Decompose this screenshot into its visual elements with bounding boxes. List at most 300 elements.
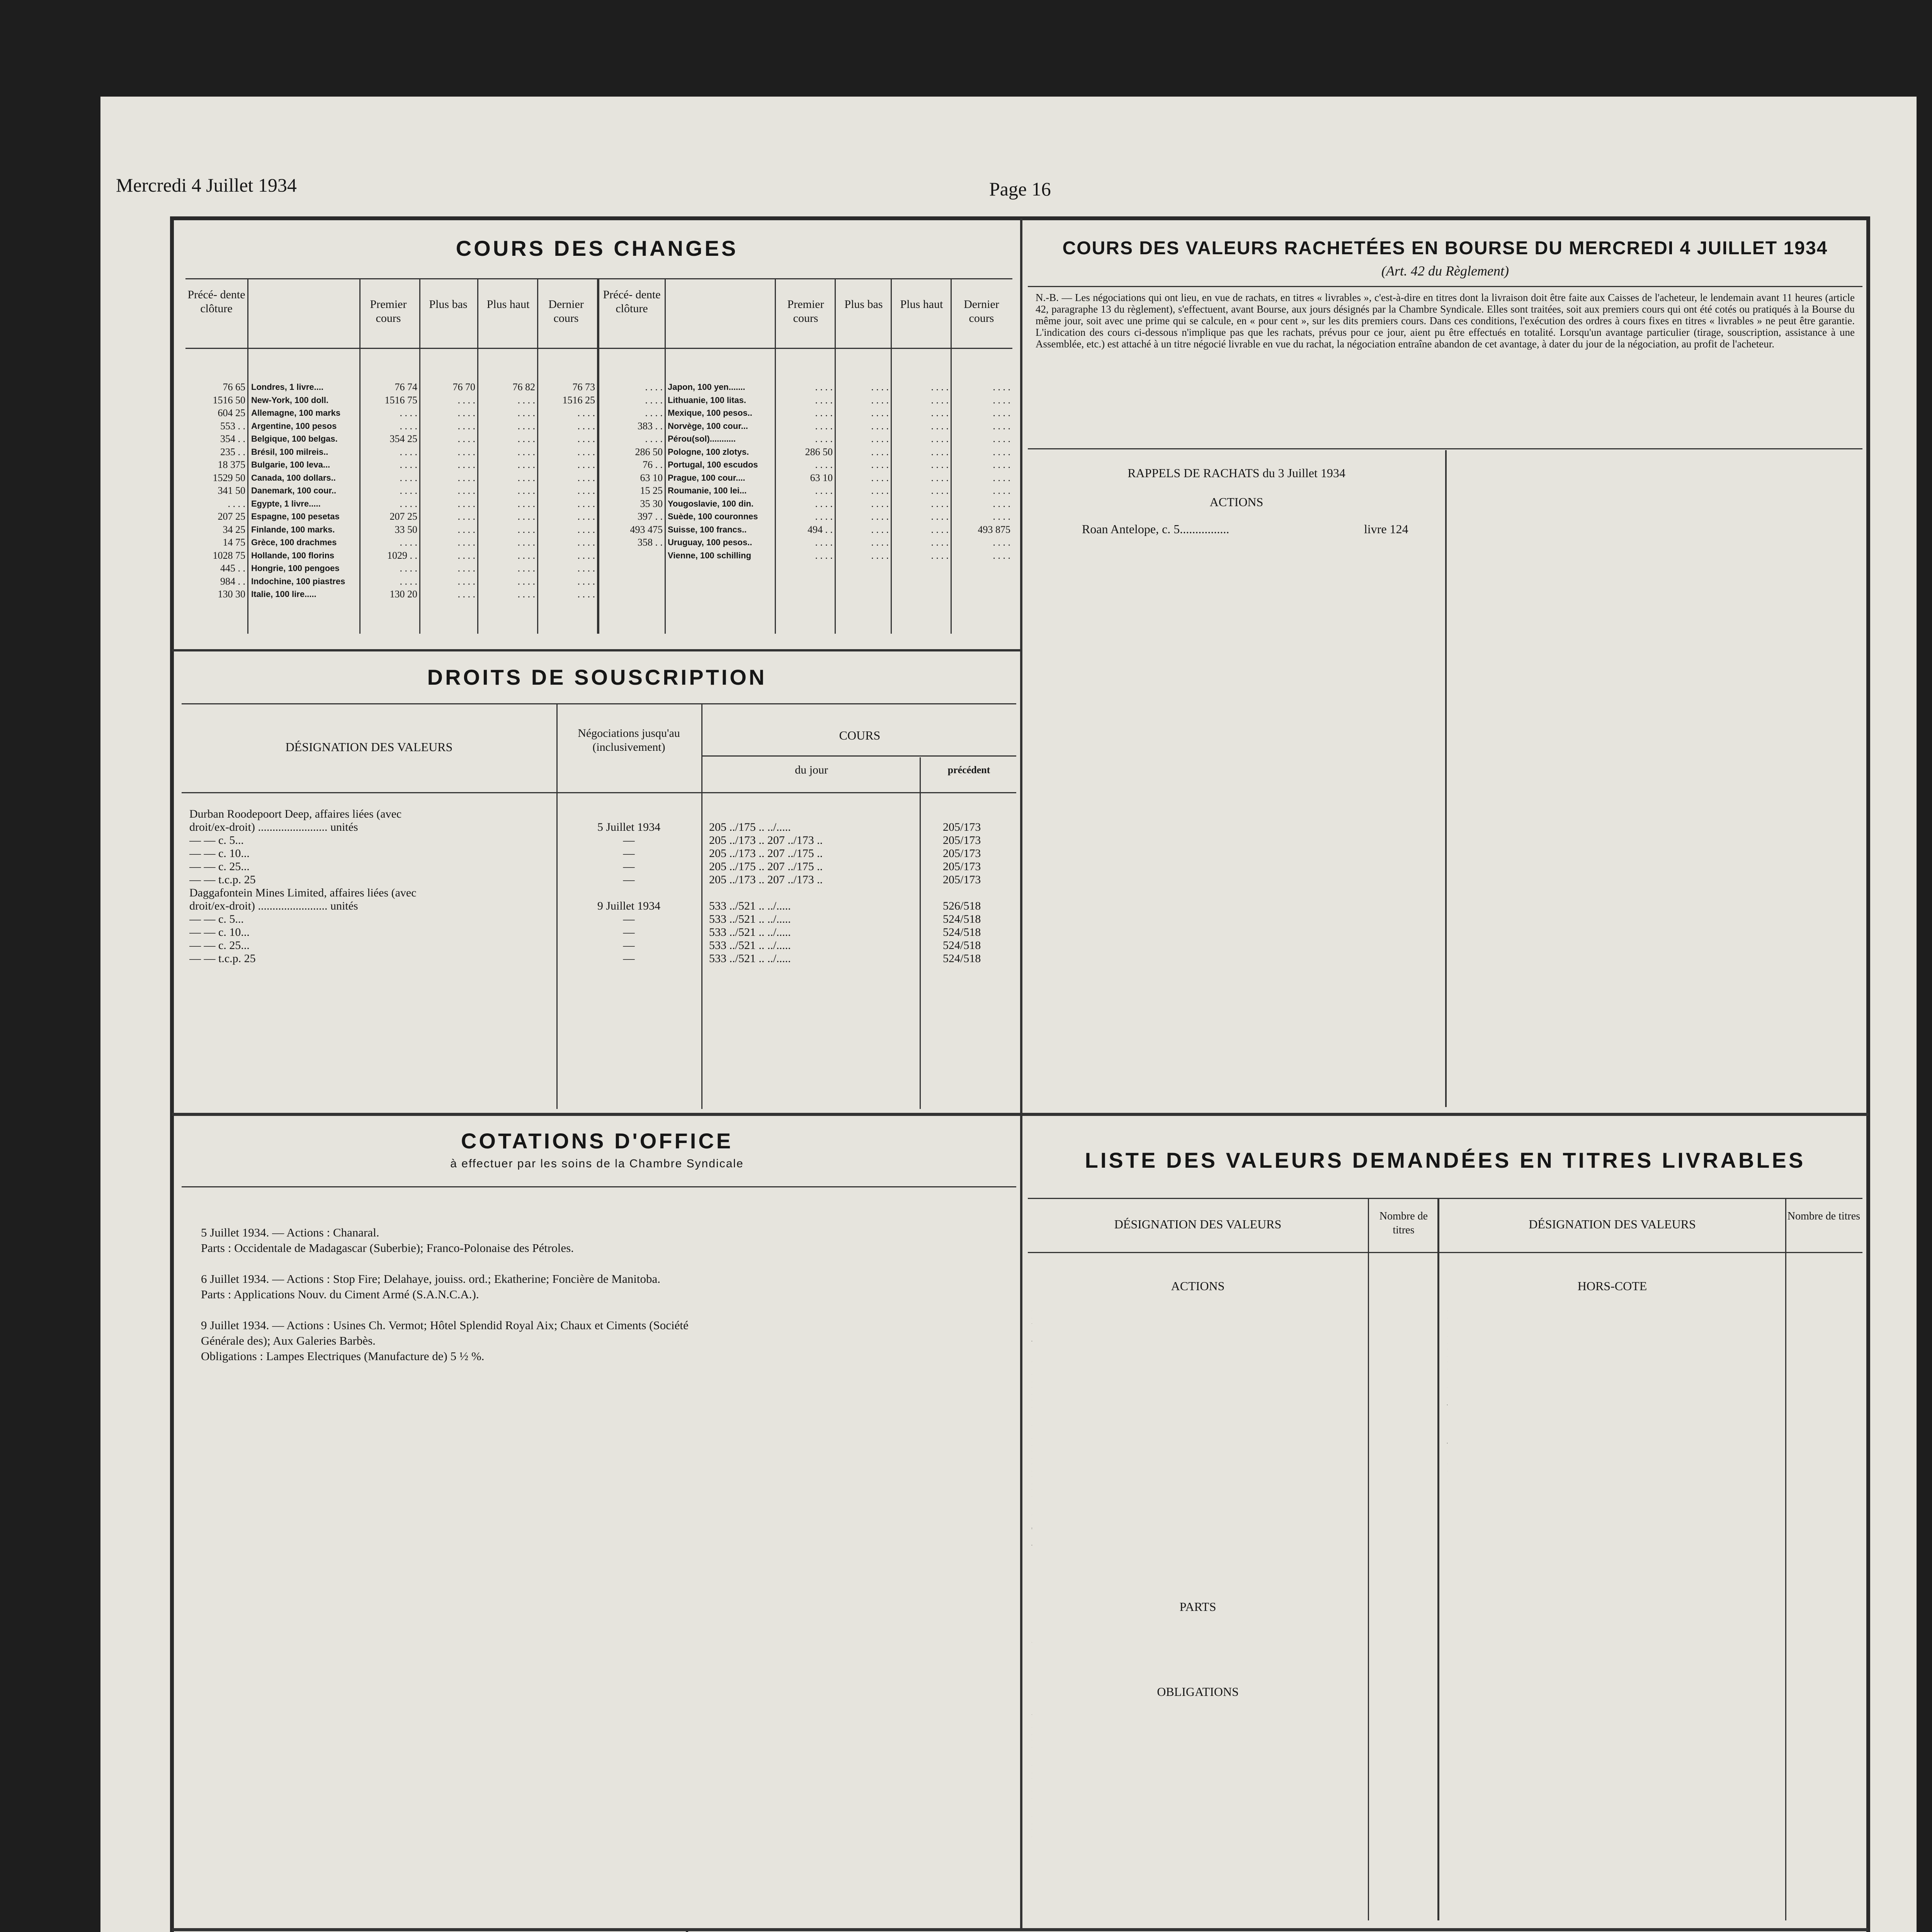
changes-right-low bbox=[837, 381, 889, 562]
list-item: . . . . bbox=[457, 575, 475, 587]
list-item: . . . . bbox=[517, 407, 535, 418]
col-sep bbox=[665, 278, 666, 634]
list-item: 35 30 bbox=[640, 498, 663, 509]
changes-header-prev: Précé- dente clôture bbox=[187, 288, 245, 315]
list-item: 205 ../173 .. 207 ../173 .. bbox=[709, 834, 823, 847]
livrables-header-designation: DÉSIGNATION DES VALEURS bbox=[1114, 1217, 1282, 1231]
droits-jour bbox=[709, 808, 918, 965]
changes-header-last: Dernier cours bbox=[548, 298, 584, 325]
list-item: . . . . bbox=[815, 549, 833, 561]
list-item: . . . . bbox=[931, 524, 949, 535]
list-item: . . . . bbox=[993, 511, 1010, 522]
list-item: . . . . bbox=[400, 537, 417, 548]
list-item: . . . . bbox=[931, 511, 949, 522]
col-sep bbox=[775, 278, 776, 634]
list-item: 1516 50 bbox=[213, 394, 245, 406]
list-item: . . . . bbox=[993, 472, 1010, 483]
list-item: . . . . bbox=[931, 549, 949, 561]
list-item: . . . . bbox=[457, 459, 475, 470]
list-item: . . . . bbox=[400, 563, 417, 574]
list-item: . . . . bbox=[517, 433, 535, 444]
list-item: . . . . bbox=[815, 433, 833, 444]
col-sep bbox=[556, 703, 558, 1109]
list-item: . . . . bbox=[577, 485, 595, 496]
list-item: Parts : Occidentale de Madagascar (Suberbie); Franco-Polonaise des Pétroles. bbox=[201, 1241, 574, 1255]
list-item bbox=[943, 808, 1014, 821]
list-item: 205/173 bbox=[943, 834, 981, 847]
list-item: 235 . . bbox=[220, 446, 245, 457]
list-item: . . . . bbox=[815, 511, 833, 522]
list-item: 354 25 bbox=[389, 433, 417, 444]
changes-left-high bbox=[479, 381, 535, 601]
list-item: . . . . bbox=[871, 433, 889, 444]
list-item: . . . . bbox=[400, 407, 417, 418]
changes-title: COURS DES CHANGES bbox=[456, 236, 738, 260]
changes-header-prev: Précé- dente clôture bbox=[603, 288, 661, 315]
list-item: . . . . bbox=[871, 446, 889, 457]
changes-right-last bbox=[952, 381, 1010, 562]
column-divider bbox=[686, 1930, 688, 1932]
changes-header-first: Premier cours bbox=[787, 298, 824, 325]
list-item: 1529 50 bbox=[213, 472, 245, 483]
droits-header-nego: Négociations jusqu'au (inclusivement) bbox=[578, 727, 680, 753]
list-item: . . . . bbox=[871, 472, 889, 483]
list-item: 14 75 bbox=[223, 537, 245, 548]
col-sep bbox=[701, 703, 702, 1109]
list-item: . . . . bbox=[993, 381, 1010, 393]
list-item: 205/173 bbox=[943, 873, 981, 886]
list-item: 205 ../175 .. 207 ../175 .. bbox=[709, 860, 823, 873]
list-item: 76 82 bbox=[512, 381, 535, 393]
list-item: . . . . bbox=[993, 459, 1010, 470]
col-sep bbox=[359, 278, 361, 634]
livrables-header-nombre: Nombre de titres bbox=[1787, 1210, 1861, 1222]
list-item: . . . . bbox=[517, 420, 535, 432]
list-item: 604 25 bbox=[218, 407, 245, 418]
changes-header-high: Plus haut bbox=[486, 298, 530, 311]
list-item: . . . . bbox=[457, 407, 475, 418]
list-item: 63 10 bbox=[810, 472, 833, 483]
changes-header-first: Premier cours bbox=[370, 298, 407, 325]
list-item: Yougoslavie, 100 din. bbox=[668, 498, 754, 509]
list-item: — — c. 5... bbox=[189, 834, 244, 847]
list-item: 494 . . bbox=[808, 524, 833, 535]
list-item: 1516 25 bbox=[562, 394, 595, 406]
col-sep bbox=[419, 278, 420, 634]
list-item: . . . . bbox=[457, 524, 475, 535]
page-header bbox=[116, 174, 1870, 201]
list-item: — bbox=[623, 913, 635, 925]
col-sep bbox=[951, 278, 952, 634]
col-sep bbox=[477, 278, 478, 634]
list-item: 205/173 bbox=[943, 860, 981, 873]
changes-header-low: Plus bas bbox=[429, 298, 468, 311]
list-item: . . . . bbox=[577, 407, 595, 418]
list-item: 354 . . bbox=[220, 433, 245, 444]
col-sep bbox=[1445, 450, 1447, 1107]
list-item: — — t.c.p. 25 bbox=[189, 952, 256, 965]
list-item: . . . . bbox=[993, 433, 1010, 444]
list-item: . . . . bbox=[645, 433, 663, 444]
list-item: 533 ../521 .. ../..... bbox=[709, 939, 791, 952]
list-item: . . . . bbox=[815, 407, 833, 418]
list-item: . . . . bbox=[871, 524, 889, 535]
rule bbox=[182, 703, 1016, 704]
droits-header-designation: DÉSIGNATION DES VALEURS bbox=[285, 740, 453, 754]
office-subtitle: à effectuer par les soins de la Chambre Syndicale bbox=[450, 1157, 744, 1170]
livrables-oblig-label: OBLIGATIONS bbox=[1157, 1685, 1239, 1699]
list-item bbox=[201, 1302, 1009, 1318]
list-item: 524/518 bbox=[943, 939, 981, 952]
list-item: Roumanie, 100 lei... bbox=[668, 486, 747, 495]
list-item: . . . . bbox=[931, 394, 949, 406]
list-item: 524/518 bbox=[943, 926, 981, 939]
list-item: 984 . . bbox=[220, 575, 245, 587]
list-item: 524/518 bbox=[943, 952, 981, 965]
list-item: Obligations : Lampes Electriques (Manufacture de) 5 ½ %. bbox=[201, 1349, 485, 1363]
changes-left-first bbox=[361, 381, 417, 601]
list-item: Pérou(sol)........... bbox=[668, 434, 736, 444]
list-item: Mexique, 100 pesos.. bbox=[668, 408, 752, 418]
list-item bbox=[709, 808, 918, 821]
list-item: 34 25 bbox=[223, 524, 245, 535]
list-item: Londres, 1 livre.... bbox=[251, 382, 324, 392]
list-item: . . . . bbox=[815, 381, 833, 393]
list-item: 76 74 bbox=[395, 381, 417, 393]
droits-names bbox=[189, 808, 553, 965]
list-item: Belgique, 100 belgas. bbox=[251, 434, 338, 444]
list-item: . . . . bbox=[993, 485, 1010, 496]
list-item: — — c. 10... bbox=[189, 847, 250, 860]
list-item: 130 20 bbox=[389, 588, 417, 600]
list-item: . . . . bbox=[815, 485, 833, 496]
list-item: Brésil, 100 milreis.. bbox=[251, 447, 328, 457]
rule bbox=[172, 649, 1020, 651]
list-item: . . . . bbox=[457, 537, 475, 548]
list-item: — bbox=[623, 847, 635, 860]
list-item: . . . . bbox=[871, 549, 889, 561]
list-item: 15 25 bbox=[640, 485, 663, 496]
list-item: . . . . bbox=[457, 433, 475, 444]
droits-header-jour: du jour bbox=[795, 764, 828, 776]
list-item: . . . . bbox=[517, 498, 535, 509]
list-item: Portugal, 100 escudos bbox=[668, 460, 758, 469]
office-title: COTATIONS D'OFFICE bbox=[461, 1129, 733, 1153]
changes-header-last: Dernier cours bbox=[964, 298, 999, 325]
list-item: 1516 75 bbox=[384, 394, 417, 406]
list-item: . . . . bbox=[517, 459, 535, 470]
list-item: Japon, 100 yen....... bbox=[668, 382, 745, 392]
list-item: . . . . bbox=[871, 485, 889, 496]
list-item: . . . . bbox=[815, 394, 833, 406]
list-item: 445 . . bbox=[220, 563, 245, 574]
livrables-title: LISTE DES VALEURS DEMANDÉES EN TITRES LIVRABLES bbox=[1085, 1148, 1806, 1172]
col-sep bbox=[597, 278, 599, 634]
rachats-subtitle: (Art. 42 du Règlement) bbox=[1381, 263, 1509, 279]
list-item: . . . . bbox=[871, 407, 889, 418]
list-item: . . . . bbox=[517, 472, 535, 483]
list-item: 6 Juillet 1934. — Actions : Stop Fire; Delahaye, jouiss. ord.; Ekatherine; Foncière de Manitoba. bbox=[201, 1272, 660, 1286]
list-item: . . . . bbox=[457, 563, 475, 574]
list-item: 533 ../521 .. ../..... bbox=[709, 900, 791, 912]
list-item: . . . . bbox=[457, 549, 475, 561]
list-item: . . . . bbox=[931, 446, 949, 457]
list-item: 9 Juillet 1934. — Actions : Usines Ch. Vermot; Hôtel Splendid Royal Aix; Chaux et Ciments (Société bbox=[201, 1318, 689, 1332]
list-item: . . . . bbox=[931, 472, 949, 483]
list-item: . . . . bbox=[400, 459, 417, 470]
office-lines bbox=[201, 1225, 1009, 1364]
droits-title: DROITS DE SOUSCRIPTION bbox=[427, 665, 767, 689]
list-item: Vienne, 100 schilling bbox=[668, 550, 752, 560]
list-item: . . . . bbox=[931, 498, 949, 509]
list-item: Egypte, 1 livre..... bbox=[251, 498, 321, 509]
list-item: . . . . bbox=[993, 498, 1010, 509]
changes-right-currency bbox=[668, 381, 774, 562]
col-sep bbox=[1368, 1198, 1369, 1920]
changes-right-high bbox=[893, 381, 949, 562]
list-item: . . . . bbox=[400, 472, 417, 483]
list-item: 18 375 bbox=[218, 459, 245, 470]
list-item: 33 50 bbox=[395, 524, 417, 535]
list-item: 533 ../521 .. ../..... bbox=[709, 926, 791, 939]
list-item: — — c. 25... bbox=[189, 939, 250, 952]
list-item: . . . . bbox=[577, 563, 595, 574]
list-item: Argentine, 100 pesos bbox=[251, 421, 337, 431]
list-item: 76 73 bbox=[572, 381, 595, 393]
list-item: . . . . bbox=[577, 498, 595, 509]
list-item: 205 ../173 .. 207 ../175 .. bbox=[709, 847, 823, 860]
changes-left-prev bbox=[187, 381, 245, 601]
list-item: . . . . bbox=[577, 446, 595, 457]
list-item: . . . . bbox=[517, 588, 535, 600]
droits-header-cours: COURS bbox=[839, 728, 881, 742]
list-item: . . . . bbox=[577, 459, 595, 470]
list-item: 5 Juillet 1934. — Actions : Chanaral. bbox=[201, 1226, 379, 1239]
list-item: 63 10 bbox=[640, 472, 663, 483]
list-item: Durban Roodepoort Deep, affaires liées (avec bbox=[189, 808, 402, 820]
col-sep bbox=[247, 278, 248, 634]
list-item: . . . . bbox=[871, 511, 889, 522]
list-item: Parts : Applications Nouv. du Ciment Armé (S.A.N.C.A.). bbox=[201, 1287, 479, 1301]
list-item: . . . . bbox=[993, 549, 1010, 561]
list-item: — — c. 25... bbox=[189, 860, 250, 873]
livrables-actions-label: ACTIONS bbox=[1171, 1279, 1225, 1293]
list-item: . . . . bbox=[517, 549, 535, 561]
column-divider bbox=[1020, 218, 1022, 1930]
list-item: — bbox=[623, 873, 635, 886]
list-item: Pologne, 100 zlotys. bbox=[668, 447, 749, 457]
list-item: . . . . bbox=[577, 420, 595, 432]
list-item: . . . . bbox=[931, 420, 949, 432]
list-item: . . . . bbox=[577, 511, 595, 522]
list-item: . . . . bbox=[457, 446, 475, 457]
list-item: . . . . bbox=[871, 381, 889, 393]
list-item: Grèce, 100 drachmes bbox=[251, 537, 337, 547]
list-item bbox=[709, 886, 918, 900]
list-item: 205 ../175 .. ../..... bbox=[709, 821, 791, 833]
list-item: . . . . bbox=[645, 381, 663, 393]
list-item: . . . . bbox=[815, 420, 833, 432]
changes-left-low bbox=[421, 381, 475, 601]
list-item: . . . . bbox=[815, 498, 833, 509]
col-sep bbox=[835, 278, 836, 634]
list-item: . . . . bbox=[400, 485, 417, 496]
list-item: 286 50 bbox=[805, 446, 833, 457]
list-item: Hollande, 100 florins bbox=[251, 550, 335, 560]
list-item: Générale des); Aux Galeries Barbès. bbox=[201, 1334, 376, 1347]
rule bbox=[701, 755, 1016, 757]
list-item: Espagne, 100 pesetas bbox=[251, 512, 340, 521]
rule bbox=[1028, 448, 1862, 449]
changes-right-first bbox=[777, 381, 833, 562]
list-item: . . . . bbox=[577, 524, 595, 535]
list-item: . . . . bbox=[400, 575, 417, 587]
list-item: New-York, 100 doll. bbox=[251, 395, 329, 405]
list-item: 358 . . bbox=[638, 537, 663, 548]
list-item: 9 Juillet 1934 bbox=[597, 900, 661, 912]
list-item: Norvège, 100 cour... bbox=[668, 421, 748, 431]
col-sep bbox=[1437, 1198, 1439, 1920]
changes-header-low: Plus bas bbox=[844, 298, 883, 311]
col-sep bbox=[920, 757, 921, 1109]
list-item: . . . . bbox=[815, 459, 833, 470]
list-item: — bbox=[623, 926, 635, 939]
livrables-horscote-label: HORS-COTE bbox=[1577, 1279, 1647, 1293]
droits-dates bbox=[558, 808, 699, 965]
list-item: . . . . bbox=[457, 588, 475, 600]
changes-left-currency bbox=[251, 381, 357, 601]
list-item: . . . . bbox=[577, 433, 595, 444]
list-item: 533 ../521 .. ../..... bbox=[709, 913, 791, 925]
list-item: 553 . . bbox=[220, 420, 245, 432]
col-sep bbox=[891, 278, 892, 634]
list-item: 526/518 bbox=[943, 900, 981, 912]
list-item: Prague, 100 cour.... bbox=[668, 473, 745, 483]
list-item: — bbox=[623, 939, 635, 952]
list-item: . . . . bbox=[931, 485, 949, 496]
list-item: 524/518 bbox=[943, 913, 981, 925]
list-item: . . . . bbox=[517, 537, 535, 548]
list-item: . . . . bbox=[457, 498, 475, 509]
rule bbox=[182, 1186, 1016, 1187]
droits-prec bbox=[943, 808, 1014, 965]
livrables-header-nombre: Nombre de titres bbox=[1379, 1210, 1428, 1236]
rule bbox=[182, 792, 1016, 793]
list-item: 533 ../521 .. ../..... bbox=[709, 952, 791, 965]
list-item: Uruguay, 100 pesos.. bbox=[668, 537, 752, 547]
list-item bbox=[558, 808, 699, 821]
list-item: . . . . bbox=[993, 446, 1010, 457]
list-item: Bulgarie, 100 leva... bbox=[251, 460, 330, 469]
list-item: 286 50 bbox=[635, 446, 663, 457]
list-item: . . . . bbox=[517, 563, 535, 574]
list-item: . . . . bbox=[993, 420, 1010, 432]
list-item: . . . . bbox=[457, 511, 475, 522]
list-item: — — t.c.p. 25 bbox=[189, 873, 256, 886]
list-item: . . . . bbox=[577, 575, 595, 587]
list-item: . . . . bbox=[645, 407, 663, 418]
rule bbox=[172, 1928, 1868, 1931]
rule bbox=[1028, 1198, 1862, 1199]
rachats-rappels-title: RAPPELS DE RACHATS du 3 Juillet 1934 bbox=[1128, 466, 1345, 480]
rule bbox=[172, 1113, 1868, 1116]
list-item: 1028 75 bbox=[213, 549, 245, 561]
list-item: 341 50 bbox=[218, 485, 245, 496]
list-item: Danemark, 100 cour.. bbox=[251, 486, 337, 495]
list-item: 205/173 bbox=[943, 821, 981, 833]
list-item: Allemagne, 100 marks bbox=[251, 408, 341, 418]
list-item: 207 25 bbox=[389, 511, 417, 522]
list-item: . . . . bbox=[517, 485, 535, 496]
list-item: . . . . bbox=[931, 459, 949, 470]
list-item: 383 . . bbox=[638, 420, 663, 432]
changes-right-prev bbox=[601, 381, 663, 549]
list-item: . . . . bbox=[993, 407, 1010, 418]
list-item: — bbox=[623, 860, 635, 873]
list-item: . . . . bbox=[815, 537, 833, 548]
page-date: Mercredi 4 Juillet 1934 bbox=[116, 174, 297, 196]
rachats-note: N.-B. — Les négociations qui ont lieu, en vue de rachats, en titres « livrables », c'est-à-dire en titres dont la livraison doit être faite aux Caisses de l'acheteur, le lendemain avant 11 heures (article 42, paragraphe 13 du règlement), s'effectuent, avant Bourse, aux jours désignés par la Chambre Syndicale. Elles sont traitées, soit aux premiers cours qui ont été cotés ou pratiqués à la Bourse du même jour, soit avec une prime qui se calcule, en « pour cent », sur les dits premiers cours. Dans ces conditions, l'exécution des ordres à cours fixes en titres « livrables » ne peut être garantie. L'indication des cours ci-dessous n'implique pas que les rachats, prévus pour ce jour, aient pu être effectués en totalité. Lorsqu'un avantage particulier (tirage, souscription, assistance à une Assemblée, etc.) est attaché à un titre négocié livrable en vue du rachat, la négociation entraîne abandon de cet avantage, à dater du jour de la négociation, au profit de l'acheteur. bbox=[1036, 292, 1855, 350]
list-item: . . . . bbox=[645, 394, 663, 406]
list-item: . . . . bbox=[400, 420, 417, 432]
droits-header-prec: précédent bbox=[947, 764, 990, 776]
col-sep bbox=[1785, 1198, 1786, 1920]
list-item: . . . . bbox=[993, 537, 1010, 548]
list-item: . . . . bbox=[931, 407, 949, 418]
list-item: Daggafontein Mines Limited, affaires liées (avec bbox=[189, 886, 417, 899]
list-item: . . . . bbox=[517, 524, 535, 535]
list-item: 130 30 bbox=[218, 588, 245, 600]
list-item: — — c. 5... bbox=[189, 913, 244, 925]
list-item: 1029 . . bbox=[387, 549, 417, 561]
rule bbox=[1028, 1252, 1862, 1253]
list-item: . . . . bbox=[871, 498, 889, 509]
rule bbox=[1028, 286, 1862, 287]
list-item: . . . . bbox=[871, 537, 889, 548]
list-item: . . . . bbox=[400, 446, 417, 457]
list-item: . . . . bbox=[577, 472, 595, 483]
list-item: . . . . bbox=[577, 537, 595, 548]
list-item: . . . . bbox=[931, 433, 949, 444]
page-number: Page 16 bbox=[989, 178, 1051, 200]
changes-header-high: Plus haut bbox=[900, 298, 943, 311]
list-item: 493 875 bbox=[978, 524, 1010, 535]
list-item: Indochine, 100 piastres bbox=[251, 576, 345, 586]
list-item: . . . . bbox=[871, 394, 889, 406]
list-item: . . . . bbox=[228, 498, 245, 509]
list-item: Suisse, 100 francs.. bbox=[668, 524, 747, 534]
list-item: . . . . bbox=[931, 381, 949, 393]
list-item bbox=[943, 886, 1014, 900]
list-item: . . . . bbox=[871, 459, 889, 470]
list-item: Italie, 100 lire..... bbox=[251, 589, 316, 599]
list-item: 205 ../173 .. 207 ../173 .. bbox=[709, 873, 823, 886]
list-item: — bbox=[623, 834, 635, 847]
list-item: Suède, 100 couronnes bbox=[668, 512, 758, 521]
changes-left-last bbox=[539, 381, 595, 601]
list-item bbox=[201, 1256, 1009, 1271]
list-item: . . . . bbox=[517, 394, 535, 406]
list-item: 205/173 bbox=[943, 847, 981, 860]
list-item: Canada, 100 dollars.. bbox=[251, 473, 336, 483]
rachats-item-name: Roan Antelope, c. 5................ bbox=[1082, 522, 1230, 536]
list-item: droit/ex-droit) ........................ unités bbox=[189, 900, 358, 912]
list-item: . . . . bbox=[400, 498, 417, 509]
list-item: . . . . bbox=[457, 394, 475, 406]
list-item: 397 . . bbox=[638, 511, 663, 522]
list-item bbox=[558, 886, 699, 900]
list-item: 207 25 bbox=[218, 511, 245, 522]
